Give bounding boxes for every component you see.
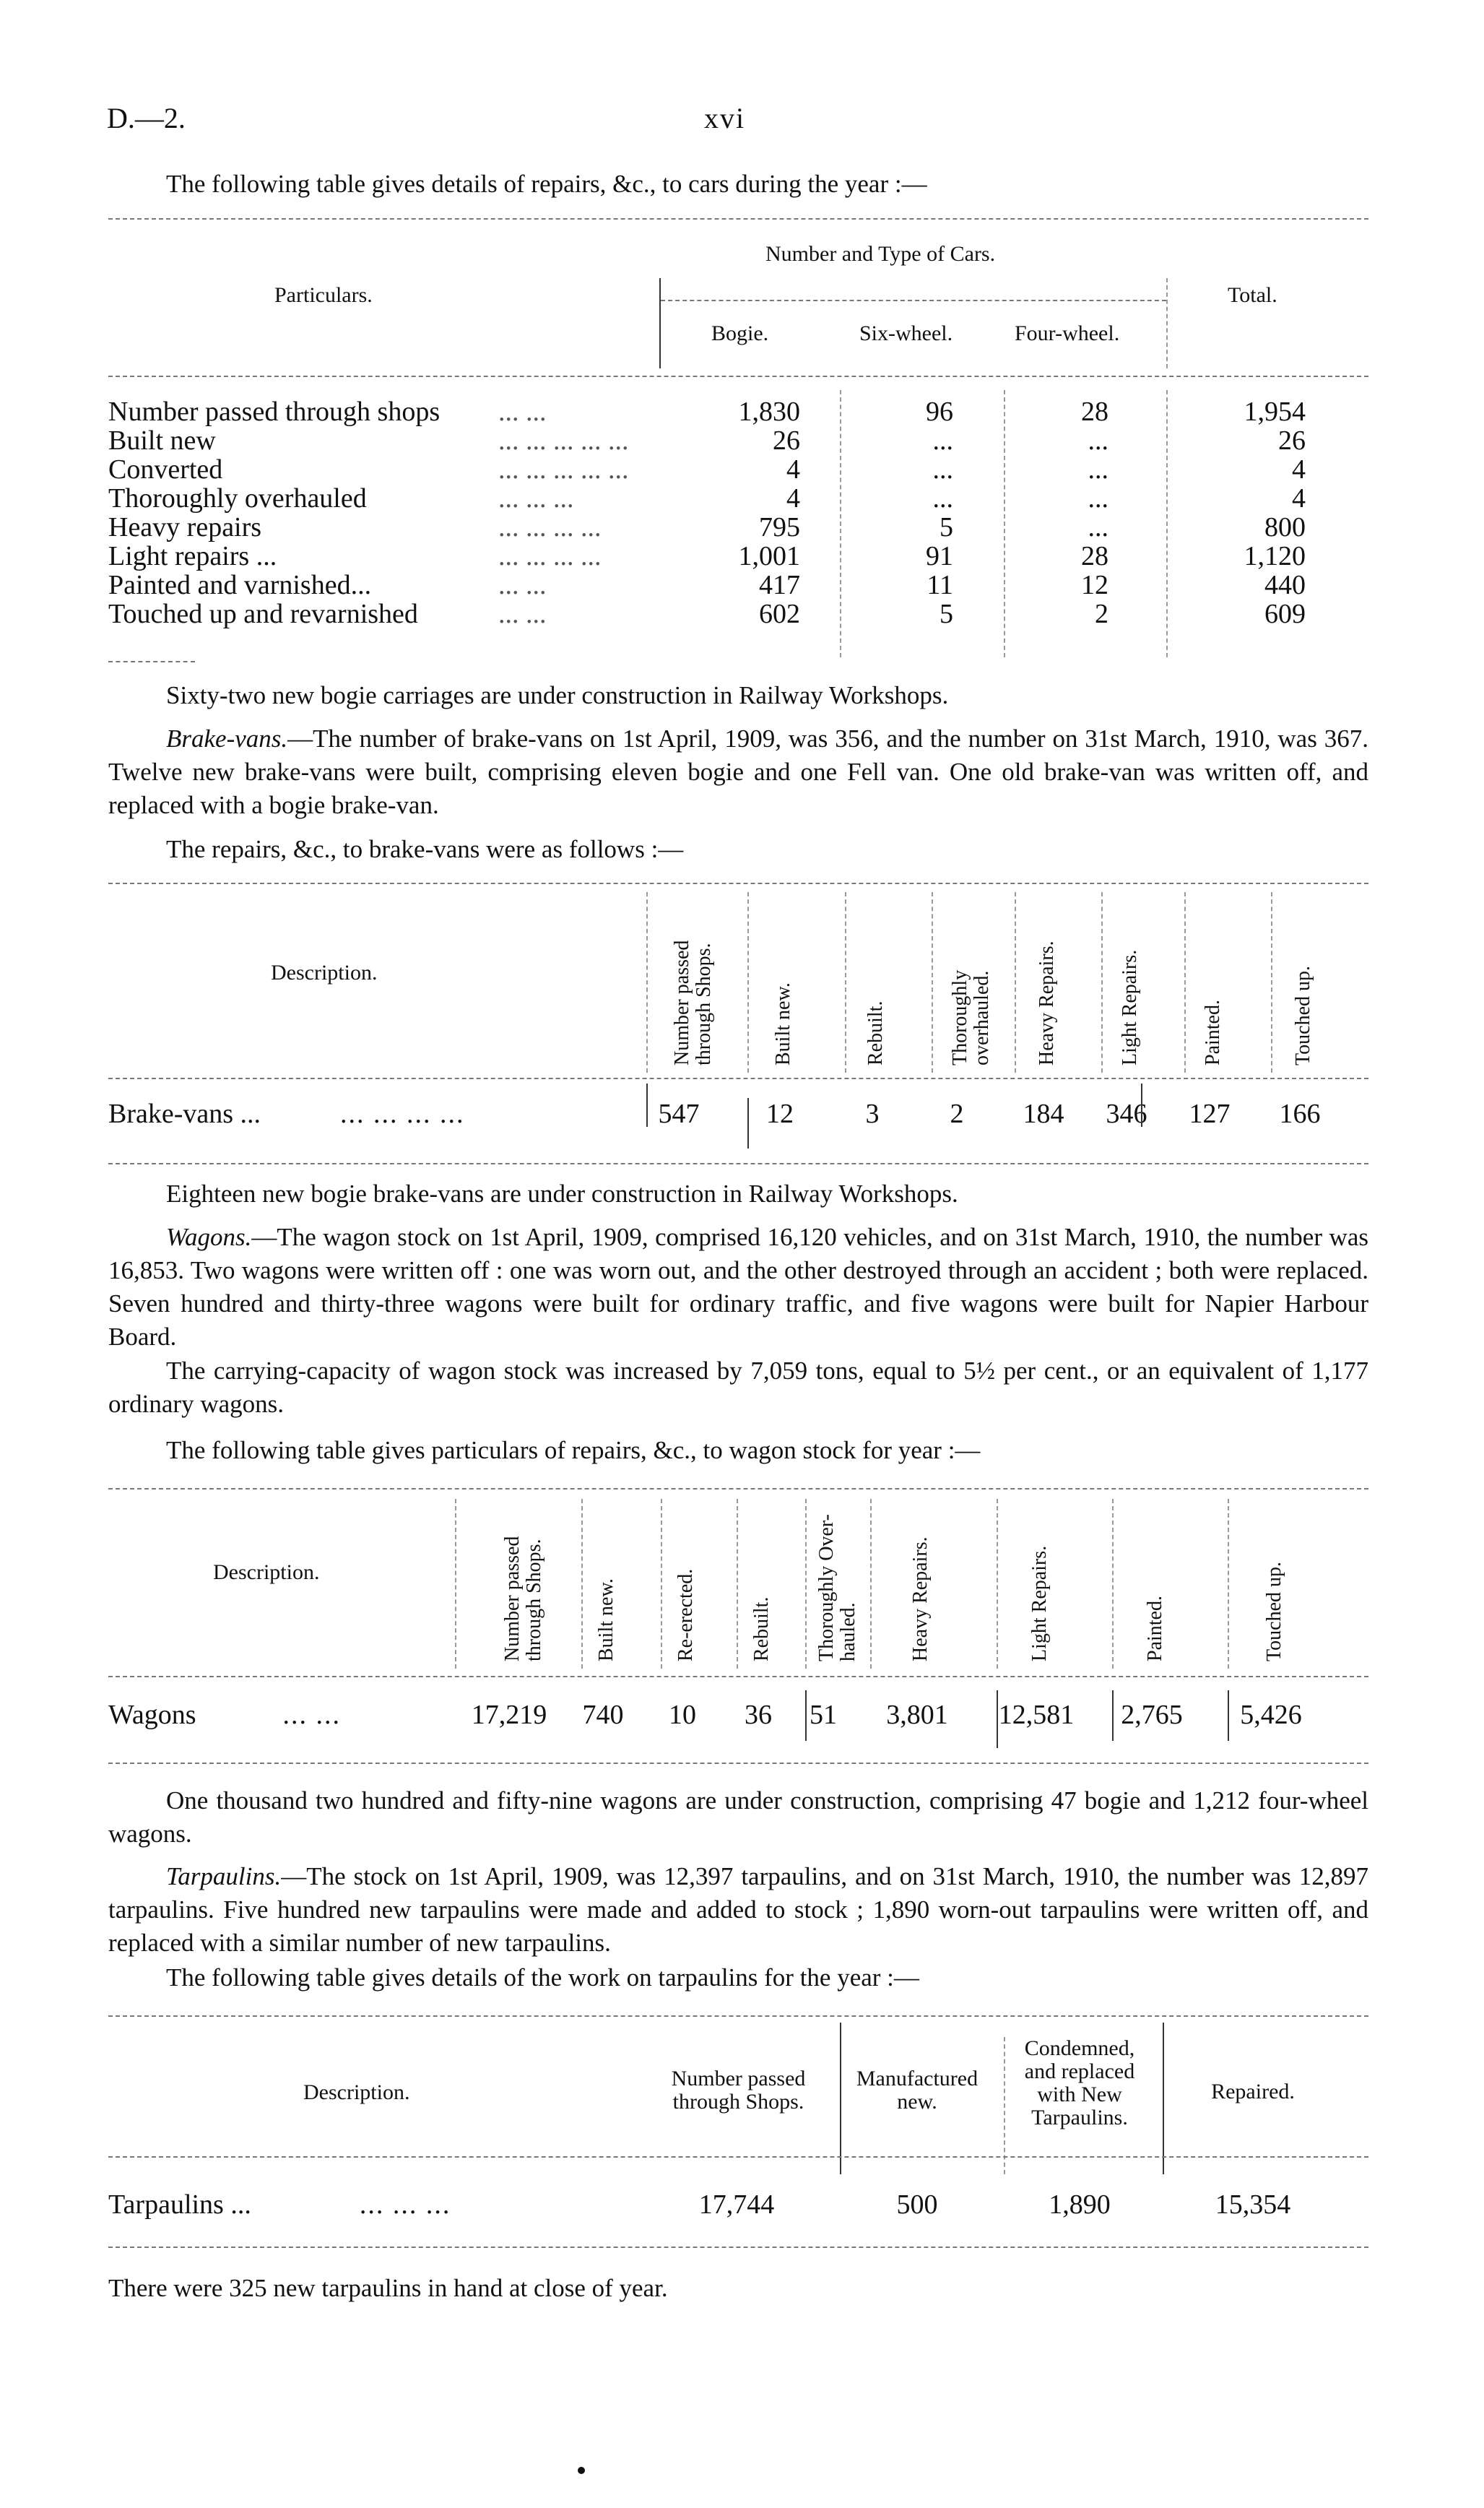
cars-cell-total: 1,120 (1244, 541, 1306, 571)
brakevans-cell: 127 (1189, 1099, 1231, 1129)
cars-row-label: Converted (108, 454, 223, 485)
wagons-cell: 12,581 (998, 1700, 1075, 1730)
brakevans-row-divider (1141, 1084, 1142, 1127)
brakevans-col-divider (1184, 892, 1186, 1073)
wagons-cell: 36 (745, 1700, 772, 1730)
wagons-cell: 5,426 (1240, 1700, 1302, 1730)
cars-col-divider-3 (1166, 390, 1168, 657)
cars-cell-total: 4 (1292, 454, 1306, 485)
wagons-table-bottom-rule (108, 1763, 1368, 1764)
wagons-row-divider (1112, 1690, 1114, 1741)
cars-cell-total: 440 (1264, 570, 1306, 600)
tarpaulins-cell: 15,354 (1215, 2189, 1291, 2220)
brakevans-table-bottom-rule (108, 1163, 1368, 1164)
cars-cell-four: ... (1088, 425, 1108, 456)
cars-row-dots: ... ... (498, 570, 547, 600)
cars-subheader-rule (661, 300, 1166, 301)
tarpaulins-dots: ... ... ... (359, 2189, 451, 2220)
cars-cell-six: 11 (927, 570, 953, 600)
cars-cell-six: ... (932, 483, 953, 514)
cars-row-label: Painted and varnished... (108, 570, 372, 600)
tarpaulins-heading: Tarpaulins. (166, 1862, 282, 1890)
wagons-col-header: Number passed through Shops. (501, 1536, 545, 1661)
wagons-intro: The following table gives particulars of repairs, &c., to wagon stock for year :— (166, 1436, 981, 1464)
brakevans-col-divider (1271, 892, 1272, 1073)
cars-cell-bogie: 1,830 (738, 397, 800, 427)
tarpaulins-header-bottom-rule (108, 2156, 1368, 2158)
cars-cell-six: 5 (940, 599, 953, 629)
brakevans-col-header: Painted. (1202, 1000, 1224, 1065)
tarpaulins-paragraph (108, 1860, 1368, 1960)
cars-col-bogie: Bogie. (711, 321, 769, 345)
brakevans-table-top-rule (108, 883, 1368, 884)
tarpaulins-note: There were 325 new tarpaulins in hand at close of year. (108, 2274, 668, 2302)
wagons-label-text: Wagons (108, 1700, 196, 1730)
tarpaulins-col-manufactured: Manufactured new. (856, 2067, 979, 2114)
wagons-col-divider (661, 1499, 662, 1669)
tarpaulins-divider-1 (840, 2023, 841, 2174)
cars-table-bottom-rule (108, 661, 195, 662)
brakevans-col-divider (845, 892, 846, 1073)
wagons-col-divider (805, 1499, 807, 1669)
cars-header-divider-total (1166, 278, 1168, 368)
cars-cell-four: 12 (1081, 570, 1108, 600)
wagons-cell: 740 (582, 1700, 624, 1730)
wagons-col-header: Touched up. (1263, 1561, 1285, 1661)
wagons-paragraph (108, 1221, 1368, 1354)
tarpaulins-row-label (108, 2189, 451, 2221)
brakevans-intro: The repairs, &c., to brake-vans were as follows :— (166, 835, 684, 863)
page-number: xvi (704, 102, 746, 134)
cars-cell-four: 2 (1095, 599, 1108, 629)
cars-cell-total: 1,954 (1244, 397, 1306, 427)
brakevans-row-divider (747, 1098, 749, 1149)
cars-cell-bogie: 1,001 (738, 541, 800, 571)
cars-row-label: Number passed through shops (108, 397, 441, 427)
wagons-table-top-rule (108, 1488, 1368, 1489)
brakevans-paragraph (108, 722, 1368, 822)
wagons-col-divider (737, 1499, 738, 1669)
cars-cell-six: 5 (940, 512, 953, 542)
wagons-row-divider (805, 1690, 807, 1741)
cars-header-divider (659, 278, 661, 368)
wagons-col-divider (870, 1499, 872, 1669)
brakevans-col-header: Light Repairs. (1119, 949, 1141, 1065)
tarpaulins-label-text: Tarpaulins ... (108, 2189, 251, 2220)
wagons-text: —The wagon stock on 1st April, 1909, comprised 16,120 vehicles, and on 31st March, 1910, the number was 16,853. Two wagons were written off : one was worn out, and the other destroyed through an accident ; both were replaced. Seven hundred and thirty-three wagons were built for ordinary traffic, and five wagons were built for Napier Harbour Board. (108, 1223, 1368, 1351)
tarpaulins-col-passed: Number passed through Shops. (671, 2067, 806, 2114)
cars-row-dots: ... ... ... (498, 483, 574, 514)
brakevans-heading: Brake-vans. (166, 725, 288, 753)
brakevans-label-text: Brake-vans ... (108, 1099, 261, 1129)
brakevans-cell: 184 (1023, 1099, 1064, 1129)
wagons-heading: Wagons. (166, 1223, 252, 1251)
cars-header-bottom-rule (108, 376, 1368, 377)
brakevans-col-header: Heavy Repairs. (1036, 940, 1058, 1065)
wagons-col-divider (581, 1499, 583, 1669)
cars-row-label: Thoroughly overhauled (108, 483, 367, 514)
tarpaulins-cell: 500 (896, 2189, 938, 2220)
cars-cell-total: 800 (1264, 512, 1306, 542)
cars-cell-total: 26 (1278, 425, 1306, 456)
wagons-col-description: Description. (213, 1560, 320, 1584)
wagons-col-header: Rebuilt. (750, 1596, 773, 1661)
cars-cell-bogie: 417 (759, 570, 800, 600)
brakevans-col-divider (646, 892, 648, 1073)
wagons-row-label (108, 1699, 341, 1731)
cars-row-dots: ... ... ... ... (498, 541, 602, 571)
cars-row-label: Heavy repairs (108, 512, 262, 542)
wagons-paragraph-2: The carrying-capacity of wagon stock was increased by 7,059 tons, equal to 5½ per cent., or an equivalent of 1,177 ordinary wagons. (108, 1357, 1368, 1418)
wagons-cell: 3,801 (886, 1700, 948, 1730)
brakevans-cell: 547 (658, 1099, 700, 1129)
cars-cell-bogie: 4 (786, 483, 800, 514)
brakevans-col-header: Number passed through Shops. (671, 940, 715, 1065)
cars-cell-bogie: 602 (759, 599, 800, 629)
wagons-col-header: Painted. (1144, 1596, 1166, 1661)
cars-cell-bogie: 4 (786, 454, 800, 485)
cars-row-dots: ... ... ... ... ... (498, 454, 629, 485)
cars-cell-six: 96 (926, 397, 953, 427)
wagons-col-divider (1112, 1499, 1114, 1669)
cars-cell-four: 28 (1081, 397, 1108, 427)
brakevans-note: Eighteen new bogie brake-vans are under construction in Railway Workshops. (166, 1180, 958, 1208)
wagons-col-divider (455, 1499, 456, 1669)
wagons-col-header: Heavy Repairs. (909, 1536, 932, 1661)
wagons-col-divider (997, 1499, 998, 1669)
cars-col-group: Number and Type of Cars. (765, 242, 996, 266)
brakevans-col-divider (1101, 892, 1103, 1073)
brakevans-col-header: Built new. (772, 982, 794, 1065)
cars-cell-total: 609 (1264, 599, 1306, 629)
brakevans-cell: 346 (1106, 1099, 1147, 1129)
wagons-col-header: Thoroughly Over-hauled. (815, 1514, 859, 1661)
tarpaulins-table-top-rule (108, 2015, 1368, 2017)
cars-row-label: Touched up and revarnished (108, 599, 418, 629)
wagons-cell: 10 (669, 1700, 696, 1730)
tarpaulins-col-description: Description. (303, 2080, 410, 2104)
wagons-col-header: Built new. (595, 1578, 617, 1661)
cars-row-dots: ... ... ... ... (498, 512, 602, 542)
brakevans-col-divider (932, 892, 933, 1073)
cars-note: Sixty-two new bogie carriages are under construction in Railway Workshops. (166, 681, 949, 709)
wagons-row-divider (1228, 1690, 1229, 1741)
cars-cell-four: 28 (1081, 541, 1108, 571)
wagons-cell: 51 (810, 1700, 837, 1730)
cars-cell-four: ... (1088, 483, 1108, 514)
cars-cell-six: ... (932, 454, 953, 485)
wagons-col-divider (1228, 1499, 1229, 1669)
tarpaulins-divider-2 (1004, 2037, 1005, 2174)
wagons-col-header: Light Repairs. (1028, 1545, 1051, 1661)
brakevans-cell: 12 (766, 1099, 794, 1129)
brakevans-text: —The number of brake-vans on 1st April, 1909, was 356, and the number on 31st March, 1910, was 367. Twelve new brake-vans were built, comprising eleven bogie and one Fell van. One old brake-van was written off, and replaced with a bogie brake-van. (108, 725, 1368, 819)
cars-intro: The following table gives details of repairs, &c., to cars during the year :— (166, 170, 927, 198)
cars-col-six: Six-wheel. (859, 321, 953, 345)
tarpaulins-divider-3 (1163, 2023, 1164, 2174)
brakevans-cell: 2 (950, 1099, 964, 1129)
cars-col-divider-2 (1004, 390, 1005, 657)
wagons-cell: 2,765 (1121, 1700, 1183, 1730)
tarpaulins-table-bottom-rule (108, 2247, 1368, 2248)
brakevans-col-divider (747, 892, 749, 1073)
tarpaulins-text: —The stock on 1st April, 1909, was 12,397 tarpaulins, and on 31st March, 1910, the number was 12,897 tarpaulins. Five hundred new tarpaulins were made and added to stock ; 1,890 worn-out tarpaulins were written off, and replaced with a similar number of new tarpaulins. (108, 1862, 1368, 1957)
cars-cell-bogie: 26 (773, 425, 800, 456)
brakevans-col-divider (1015, 892, 1016, 1073)
wagons-col-header: Re-erected. (674, 1568, 697, 1661)
brakevans-col-header: Thoroughly overhauled. (949, 969, 993, 1065)
cars-row-label: Built new (108, 425, 216, 456)
page-reference: D.—2. (107, 102, 186, 134)
brakevans-cell: 3 (865, 1099, 880, 1129)
cars-cell-four: ... (1088, 512, 1108, 542)
tarpaulins-cell: 1,890 (1049, 2189, 1111, 2220)
brakevans-row-divider (646, 1084, 648, 1127)
cars-row-dots: ... ... (498, 397, 547, 427)
cars-col-particulars: Particulars. (274, 283, 373, 307)
tarpaulins-col-repaired: Repaired. (1211, 2080, 1295, 2103)
cars-col-divider-1 (840, 390, 841, 657)
brakevans-col-header: Touched up. (1292, 965, 1314, 1065)
cars-col-four: Four-wheel. (1015, 321, 1120, 345)
brakevans-row-label (108, 1098, 465, 1130)
cars-row-dots: ... ... ... ... ... (498, 425, 629, 456)
cars-col-total: Total. (1228, 283, 1277, 307)
wagons-row-divider (997, 1690, 998, 1748)
tarpaulins-col-condemned: Condemned, and replaced with New Tarpaulins. (1024, 2036, 1135, 2129)
cars-row-label: Light repairs ... (108, 541, 277, 571)
brakevans-dots: ... ... ... ... (340, 1099, 465, 1129)
cars-cell-six: ... (932, 425, 953, 456)
wagons-note: One thousand two hundred and fifty-nine wagons are under construction, comprising 47 bogie and 1,212 four-wheel wagons. (108, 1786, 1368, 1848)
wagons-header-bottom-rule (108, 1676, 1368, 1677)
cars-cell-four: ... (1088, 454, 1108, 485)
cars-cell-bogie: 795 (759, 512, 800, 542)
cars-row-dots: ... ... (498, 599, 547, 629)
page-mark-dot (578, 2467, 585, 2474)
brakevans-col-description: Description. (271, 961, 378, 985)
cars-cell-total: 4 (1292, 483, 1306, 514)
wagons-cell: 17,219 (471, 1700, 547, 1730)
tarpaulins-cell: 17,744 (698, 2189, 775, 2220)
cars-table-top-rule (108, 218, 1368, 220)
cars-cell-six: 91 (926, 541, 953, 571)
brakevans-cell: 166 (1279, 1099, 1321, 1129)
brakevans-header-bottom-rule (108, 1078, 1368, 1079)
tarpaulins-intro: The following table gives details of the work on tarpaulins for the year :— (166, 1963, 919, 1992)
wagons-dots: ... ... (282, 1700, 341, 1730)
brakevans-col-header: Rebuilt. (864, 1000, 887, 1065)
